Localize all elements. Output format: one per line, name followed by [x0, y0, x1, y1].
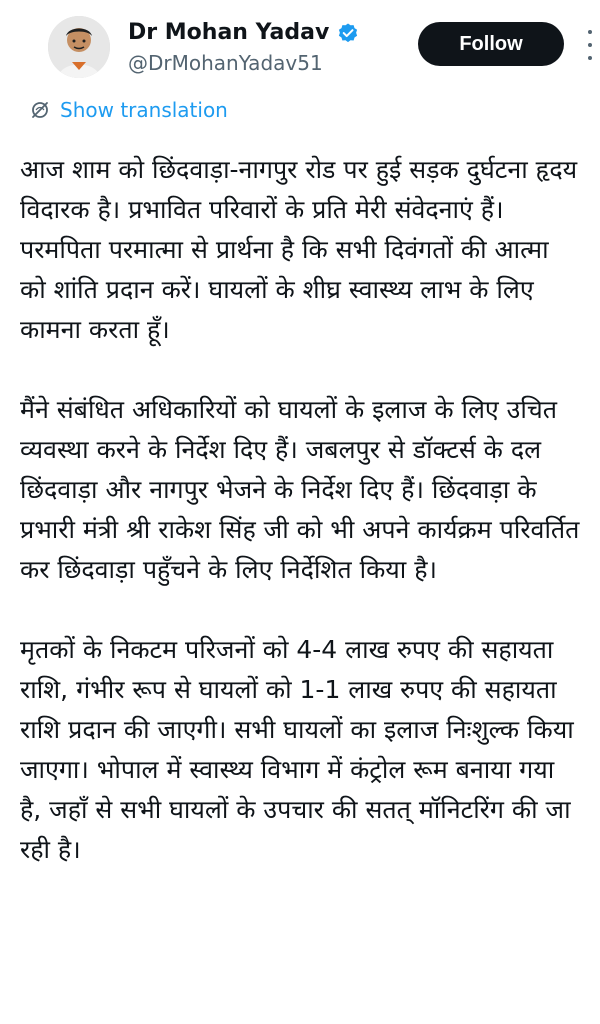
- more-vertical-icon[interactable]: [580, 30, 600, 60]
- author-block: [128, 20, 359, 76]
- show-translation-link[interactable]: [30, 98, 228, 122]
- tweet-header: [24, 0, 576, 92]
- follow-button[interactable]: Follow: [418, 22, 564, 66]
- tweet-paragraph-3: मृतकों के निकटम परिजनों को 4-4 लाख रुपए की सहायता राशि, गंभीर रूप से घायलों को 1-1 लाख रुपए की सहायता राशि प्रदान की जाएगी। सभी घायलों का इलाज निःशुल्क किया जाएगा। भोपाल में स्वास्थ्य विभाग में कंट्रोल रूम बनाया गया है, जहाँ से सभी घायलों के उपचार की सतत् मॉनिटरिंग की जा रही है।: [20, 635, 574, 864]
- profile-photo-image: [48, 16, 110, 78]
- globe-slash-icon: [30, 100, 50, 120]
- tweet-paragraph-2: मैंने संबंधित अधिकारियों को घायलों के इलाज के लिए उचित व्यवस्था करने के निर्देश दिए हैं। जबलपुर से डॉक्टर्स के दल छिंदवाड़ा और नागपुर भेजने के निर्देश दिए हैं। छिंदवाड़ा के प्रभारी मंत्री श्री राकेश सिंह जी को भी अपने कार्यक्रम परिवर्तित कर छिंदवाड़ा पहुँचने के लिए निर्देशित किया है।: [20, 395, 580, 584]
- tweet-body: [20, 150, 580, 870]
- avatar[interactable]: [48, 16, 110, 78]
- handle[interactable]: @DrMohanYadav51: [128, 51, 323, 75]
- verified-badge-icon: [337, 22, 359, 44]
- display-name[interactable]: Dr Mohan Yadav: [128, 20, 330, 45]
- name-row: [128, 20, 359, 46]
- show-translation-label[interactable]: Show translation: [60, 98, 228, 122]
- tweet-paragraph-1: आज शाम को छिंदवाड़ा-नागपुर रोड पर हुई सड़क दुर्घटना हृदय विदारक है। प्रभावित परिवारों के प्रति मेरी संवेदनाएं हैं। परमपिता परमात्मा से प्रार्थना है कि सभी दिवंगतों की आत्मा को शांति प्रदान करें। घायलों के शीघ्र स्वास्थ्य लाभ के लिए कामना करता हूँ।: [20, 155, 578, 344]
